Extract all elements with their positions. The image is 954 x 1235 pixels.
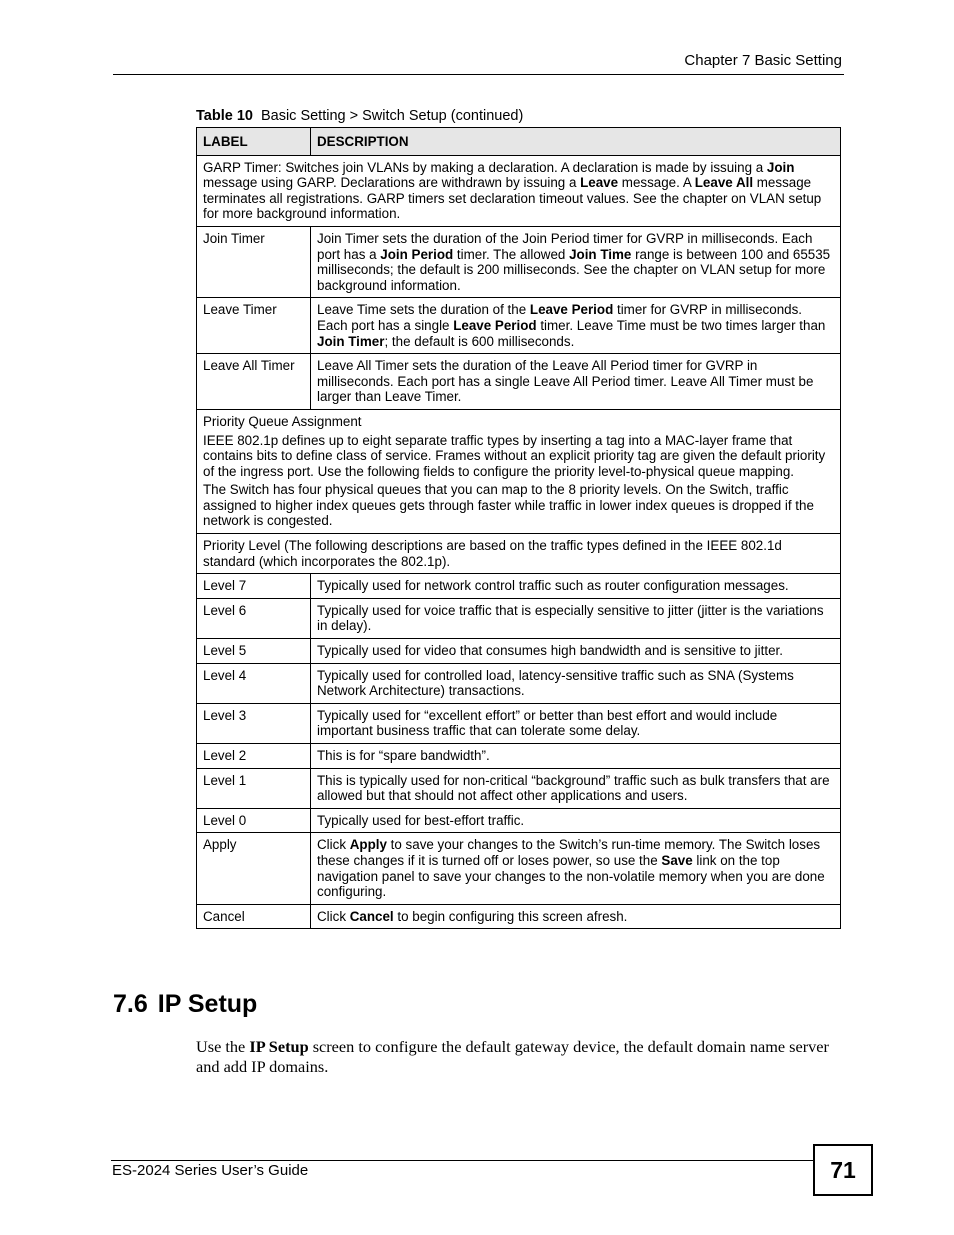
row-label: Level 4 [197,663,311,703]
header-divider [113,74,844,75]
table-caption-text: Basic Setting > Switch Setup (continued) [260,108,524,124]
row-description: Leave Time sets the duration of the Leave Period timer for GVRP in milliseconds. Each port has a single Leave Period timer. Leave Time must be two times larger than Join Timer; the default is 600 milliseconds. [311,298,841,354]
table-row [197,598,841,638]
table-caption [196,108,523,124]
row-label: Level 2 [197,744,311,769]
priority-level-description: Priority Level (The following descriptions are based on the traffic types defined in the IEEE 802.1d standard (which incorporates the 802.1p). [197,534,841,574]
priority-queue-assignment [197,409,841,533]
table-row [197,155,841,226]
row-description: This is for “spare bandwidth”. [311,744,841,769]
table-row [197,768,841,808]
row-description: Typically used for video that consumes high bandwidth and is sensitive to jitter. [311,639,841,664]
table-row [197,534,841,574]
table-row [197,354,841,410]
row-description: Join Timer sets the duration of the Join Period timer for GVRP in milliseconds. Each port has a Join Period timer. The allowed Join Time range is between 100 and 65535 milliseconds; the default is 200 milliseconds. See the chapter on VLAN setup for more background information. [311,226,841,297]
row-description: Click Apply to save your changes to the Switch’s run-time memory. The Switch loses these changes if it is turned off or loses power, so use the Save link on the top navigation panel to save your changes to the non-volatile memory when you are done configuring. [311,833,841,904]
table-row [197,226,841,297]
row-label: Level 1 [197,768,311,808]
section-heading [113,990,257,1019]
section-paragraph: Use the IP Setup screen to configure the default gateway device, the default domain name server and add IP domains. [196,1037,829,1076]
row-description: Typically used for best-effort traffic. [311,808,841,833]
table-row [197,833,841,904]
row-label: Apply [197,833,311,904]
column-header-description: DESCRIPTION [311,128,841,156]
table-row [197,409,841,533]
table-row [197,298,841,354]
table-row [197,574,841,599]
row-label: Leave All Timer [197,354,311,410]
table-row [197,904,841,929]
table-row [197,808,841,833]
priority-queue-paragraph: IEEE 802.1p defines up to eight separate traffic types by inserting a tag into a MAC-layer frame that contains bits to define class of service. Frames without an explicit priority tag are given the default priority of the ingress port. Use the following fields to configure the priority level-to-physical queue mapping. [203,432,826,479]
row-label: Level 3 [197,703,311,743]
row-label: Leave Timer [197,298,311,354]
garp-timer-description: GARP Timer: Switches join VLANs by making a declaration. A declaration is made by issuing a Join message using GARP. Declarations are withdrawn by issuing a Leave message. A Leave All message terminates all registrations. GARP timers set declaration timeout values. See the chapter on VLAN setup for more background information. [197,155,841,226]
row-description: Typically used for network control traffic such as router configuration messages. [311,574,841,599]
row-label: Level 0 [197,808,311,833]
column-header-label: LABEL [197,128,311,156]
guide-title: ES-2024 Series User’s Guide [112,1162,309,1179]
row-label: Level 6 [197,598,311,638]
switch-setup-table [196,127,841,929]
table-caption-label: Table 10 [196,108,253,124]
table-row [197,663,841,703]
row-label: Join Timer [197,226,311,297]
section-number: 7.6 [113,990,148,1018]
page-number: 71 [813,1144,873,1196]
table-row [197,744,841,769]
row-description: Click Cancel to begin configuring this screen afresh. [311,904,841,929]
row-label: Cancel [197,904,311,929]
footer-divider [111,1160,814,1161]
row-label: Level 7 [197,574,311,599]
table-header-row [197,128,841,156]
row-label: Level 5 [197,639,311,664]
chapter-header: Chapter 7 Basic Setting [684,52,842,69]
priority-queue-paragraph: The Switch has four physical queues that you can map to the 8 priority levels. On the Switch, traffic assigned to higher index queues gets through faster while traffic in lower index queues is dropped if the network is congested. [203,482,814,529]
row-description: Leave All Timer sets the duration of the Leave All Period timer for GVRP in milliseconds. Each port has a single Leave All Period timer. Leave All Timer must be larger than Leave Timer. [311,354,841,410]
row-description: Typically used for controlled load, latency-sensitive traffic such as SNA (Systems Network Architecture) transactions. [311,663,841,703]
section-title: IP Setup [157,990,258,1018]
priority-queue-title: Priority Queue Assignment [203,413,362,429]
table-row [197,639,841,664]
row-description: Typically used for voice traffic that is especially sensitive to jitter (jitter is the variations in delay). [311,598,841,638]
table-row [197,703,841,743]
row-description: Typically used for “excellent effort” or better than best effort and would include important business traffic that can tolerate some delay. [311,703,841,743]
row-description: This is typically used for non-critical “background” traffic such as bulk transfers that are allowed but that should not affect other applications and users. [311,768,841,808]
